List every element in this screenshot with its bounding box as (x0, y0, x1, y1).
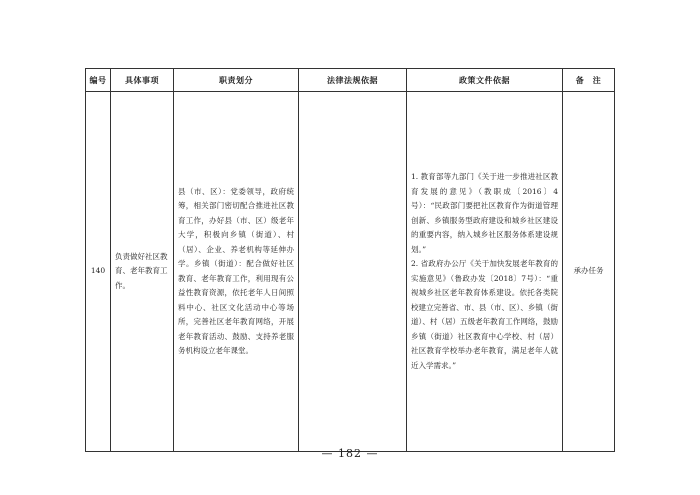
row-law (299, 92, 407, 452)
header-policy: 政策文件依据 (407, 69, 563, 92)
header-law: 法律法规依据 (299, 69, 407, 92)
row-policy (407, 92, 563, 452)
header-duty: 职责划分 (174, 69, 299, 92)
policy-item-1: 1. 教育部等九部门《关于进一步推进社区教育发展的意见》（教职成〔2016〕4号）：“民政部门要把社区教育作为街道管理创新、乡镇服务型政府建设和城乡社区建设的重要内容，纳入城乡社区服务体系建设规划。” (411, 172, 558, 254)
responsibility-table (85, 68, 615, 452)
table-header-row (86, 69, 615, 92)
row-duty: 县（市、区）：党委领导，政府统筹，相关部门密切配合推进社区教育工作，办好县（市、区）级老年大学，积极向乡镇（街道）、村（居）、企业、养老机构等延伸办学。乡镇（街道）：配合做好社区教育、老年教育工作，利用现有公益性教育资源，依托老年人日间照料中心、社区文化活动中心等场所，完善社区老年教育网络，开展老年教育活动、鼓励、支持养老服务机构设立老年课堂。 (174, 92, 299, 452)
page-number: — 182 — (321, 447, 379, 460)
policy-item-2: 2. 省政府办公厅《关于加快发展老年教育的实施意见》（鲁政办发〔2018〕7号）：“重视城乡社区老年教育体系建设。依托各类院校建立完善省、市、县（市、区）、乡镇（街道）、村（居）五级老年教育工作网络，鼓励乡镇（街道）社区教育中心学校、村（居）社区教育学校举办老年教育，满足老年人就近入学需求。” (411, 259, 558, 370)
row-item: 负责做好社区教育、老年教育工作。 (111, 92, 174, 452)
header-note: 备 注 (563, 69, 615, 92)
table-row (86, 92, 615, 452)
header-num: 编号 (86, 69, 111, 92)
row-note: 承办任务 (563, 92, 615, 452)
row-number: 140 (86, 92, 111, 452)
header-item: 具体事项 (111, 69, 174, 92)
